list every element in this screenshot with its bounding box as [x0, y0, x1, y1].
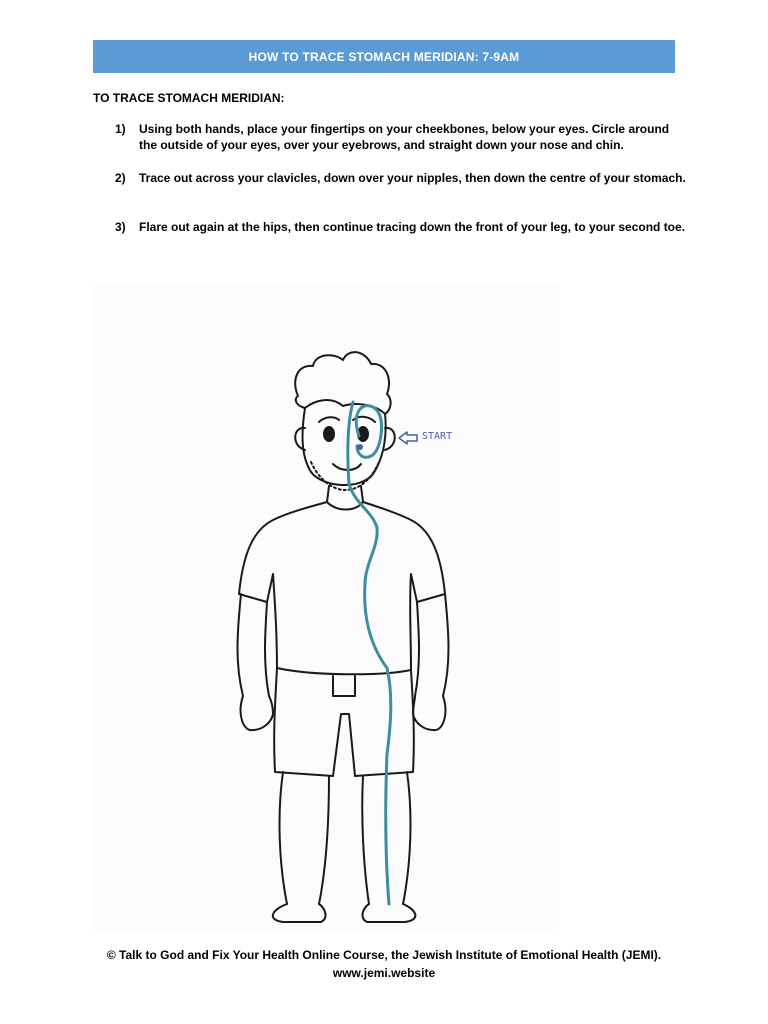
page-title-banner — [93, 40, 675, 73]
meridian-illustration — [93, 284, 559, 930]
body-outline-drawing — [93, 284, 559, 930]
step-number: 3) — [115, 220, 126, 234]
footer-copyright: © Talk to God and Fix Your Health Online Course, the Jewish Institute of Emotional Health (JEMI). — [106, 948, 662, 962]
step-number: 2) — [115, 171, 126, 185]
start-label: START — [422, 431, 453, 442]
page-title: HOW TO TRACE STOMACH MERIDIAN: 7-9AM — [248, 49, 520, 64]
footer-website-link[interactable]: www.jemi.website — [332, 966, 436, 980]
step-text: Trace out across your clavicles, down over your nipples, then down the centre of your stomach. — [139, 171, 686, 185]
step-number: 1) — [115, 122, 126, 136]
section-heading: TO TRACE STOMACH MERIDIAN: — [93, 91, 285, 105]
step-text: Flare out again at the hips, then continue tracing down the front of your leg, to your second toe. — [139, 220, 686, 234]
step-text: Using both hands, place your fingertips on your cheekbones, below your eyes. Circle around the outside of your eyes, over your eyebrows, and straight down your nose and chin. — [139, 122, 670, 152]
